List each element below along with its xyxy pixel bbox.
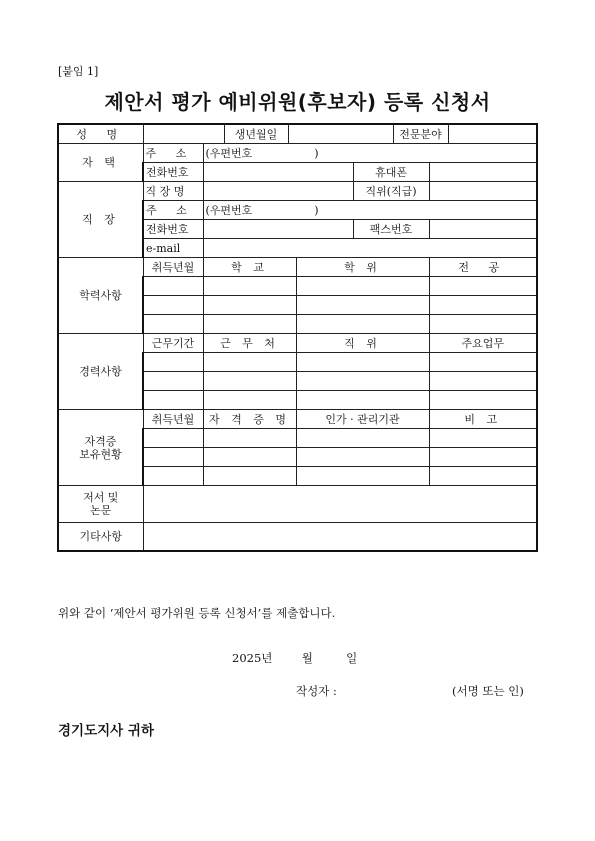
signature-label: (서명 또는 인) — [452, 684, 524, 698]
certificate-remarks-cell[interactable] — [429, 448, 537, 467]
certificate-date-cell[interactable] — [143, 429, 203, 448]
career-position-cell[interactable] — [296, 372, 429, 391]
career-section-label: 경력사항 — [58, 334, 143, 410]
publications-field[interactable] — [143, 486, 537, 523]
birth-date-field[interactable] — [288, 124, 393, 144]
certificate-header-date: 취득년월 — [143, 410, 203, 429]
certificates-section-label: 자격증 보유현황 — [58, 410, 143, 486]
name-label: 성 명 — [58, 124, 143, 144]
application-form-table — [57, 123, 538, 552]
career-period-cell[interactable] — [143, 372, 203, 391]
specialty-field[interactable] — [448, 124, 537, 144]
company-name-label: 직 장 명 — [143, 182, 203, 201]
career-period-cell[interactable] — [143, 391, 203, 410]
education-header-date: 취득년월 — [143, 258, 203, 277]
career-duties-cell[interactable] — [429, 353, 537, 372]
certificate-remarks-cell[interactable] — [429, 429, 537, 448]
mobile-label: 휴대폰 — [353, 163, 429, 182]
home-address-label: 주 소 — [143, 144, 203, 163]
addressee: 경기도지사 귀하 — [58, 723, 154, 739]
home-phone-label: 전화번호 — [143, 163, 203, 182]
page-title: 제안서 평가 예비위원(후보자) 등록 신청서 — [104, 90, 491, 114]
certificate-header-remarks: 비 고 — [429, 410, 537, 429]
education-school-cell[interactable] — [203, 296, 296, 315]
education-major-cell[interactable] — [429, 315, 537, 334]
submission-date — [232, 650, 357, 666]
other-section-label: 기타사항 — [58, 523, 143, 552]
education-school-cell[interactable] — [203, 277, 296, 296]
education-date-cell[interactable] — [143, 296, 203, 315]
home-section-label: 자 택 — [58, 144, 143, 182]
work-phone-field[interactable] — [203, 220, 353, 239]
certificate-remarks-cell[interactable] — [429, 467, 537, 486]
author-label: 작성자 : — [296, 684, 337, 698]
email-label: e-mail — [143, 239, 203, 258]
publications-section-label: 저서 및 논문 — [58, 486, 143, 523]
home-address-field[interactable]: (우편번호 ) — [203, 144, 537, 163]
work-phone-label: 전화번호 — [143, 220, 203, 239]
date-day: 일 — [346, 651, 358, 665]
mobile-field[interactable] — [429, 163, 537, 182]
declaration-text: 위와 같이 ‘제안서 평가위원 등록 신청서’를 제출합니다. — [58, 606, 336, 620]
education-date-cell[interactable] — [143, 277, 203, 296]
education-major-cell[interactable] — [429, 296, 537, 315]
birth-date-label: 생년월일 — [224, 124, 288, 144]
career-period-cell[interactable] — [143, 353, 203, 372]
education-header-school: 학 교 — [203, 258, 296, 277]
career-duties-cell[interactable] — [429, 391, 537, 410]
certificate-date-cell[interactable] — [143, 467, 203, 486]
education-degree-cell[interactable] — [296, 315, 429, 334]
education-degree-cell[interactable] — [296, 277, 429, 296]
career-position-cell[interactable] — [296, 353, 429, 372]
work-address-field[interactable]: (우편번호 ) — [203, 201, 537, 220]
career-duties-cell[interactable] — [429, 372, 537, 391]
certificate-name-cell[interactable] — [203, 467, 296, 486]
certificate-name-cell[interactable] — [203, 448, 296, 467]
education-school-cell[interactable] — [203, 315, 296, 334]
certificate-header-issuer: 인가 · 관리기관 — [296, 410, 429, 429]
name-field[interactable] — [143, 124, 224, 144]
education-major-cell[interactable] — [429, 277, 537, 296]
position-field[interactable] — [429, 182, 537, 201]
certificate-header-name: 자 격 증 명 — [203, 410, 296, 429]
education-header-major: 전 공 — [429, 258, 537, 277]
career-workplace-cell[interactable] — [203, 353, 296, 372]
fax-label: 팩스번호 — [353, 220, 429, 239]
certificate-date-cell[interactable] — [143, 448, 203, 467]
career-header-period: 근무기간 — [143, 334, 203, 353]
work-section-label: 직 장 — [58, 182, 143, 258]
education-header-degree: 학 위 — [296, 258, 429, 277]
certificate-issuer-cell[interactable] — [296, 429, 429, 448]
specialty-label: 전문분야 — [393, 124, 448, 144]
education-degree-cell[interactable] — [296, 296, 429, 315]
work-address-label: 주 소 — [143, 201, 203, 220]
education-date-cell[interactable] — [143, 315, 203, 334]
home-phone-field[interactable] — [203, 163, 353, 182]
attachment-label: [붙임 1] — [58, 65, 99, 78]
other-field[interactable] — [143, 523, 537, 552]
career-header-position: 직 위 — [296, 334, 429, 353]
company-name-field[interactable] — [203, 182, 353, 201]
career-header-duties: 주요업무 — [429, 334, 537, 353]
date-month: 월 — [301, 651, 313, 665]
career-workplace-cell[interactable] — [203, 391, 296, 410]
career-workplace-cell[interactable] — [203, 372, 296, 391]
education-section-label: 학력사항 — [58, 258, 143, 334]
position-label: 직위(직급) — [353, 182, 429, 201]
fax-field[interactable] — [429, 220, 537, 239]
certificate-issuer-cell[interactable] — [296, 448, 429, 467]
certificate-issuer-cell[interactable] — [296, 467, 429, 486]
career-header-workplace: 근 무 처 — [203, 334, 296, 353]
date-year: 2025년 — [232, 651, 273, 665]
email-field[interactable] — [203, 239, 537, 258]
career-position-cell[interactable] — [296, 391, 429, 410]
certificate-name-cell[interactable] — [203, 429, 296, 448]
